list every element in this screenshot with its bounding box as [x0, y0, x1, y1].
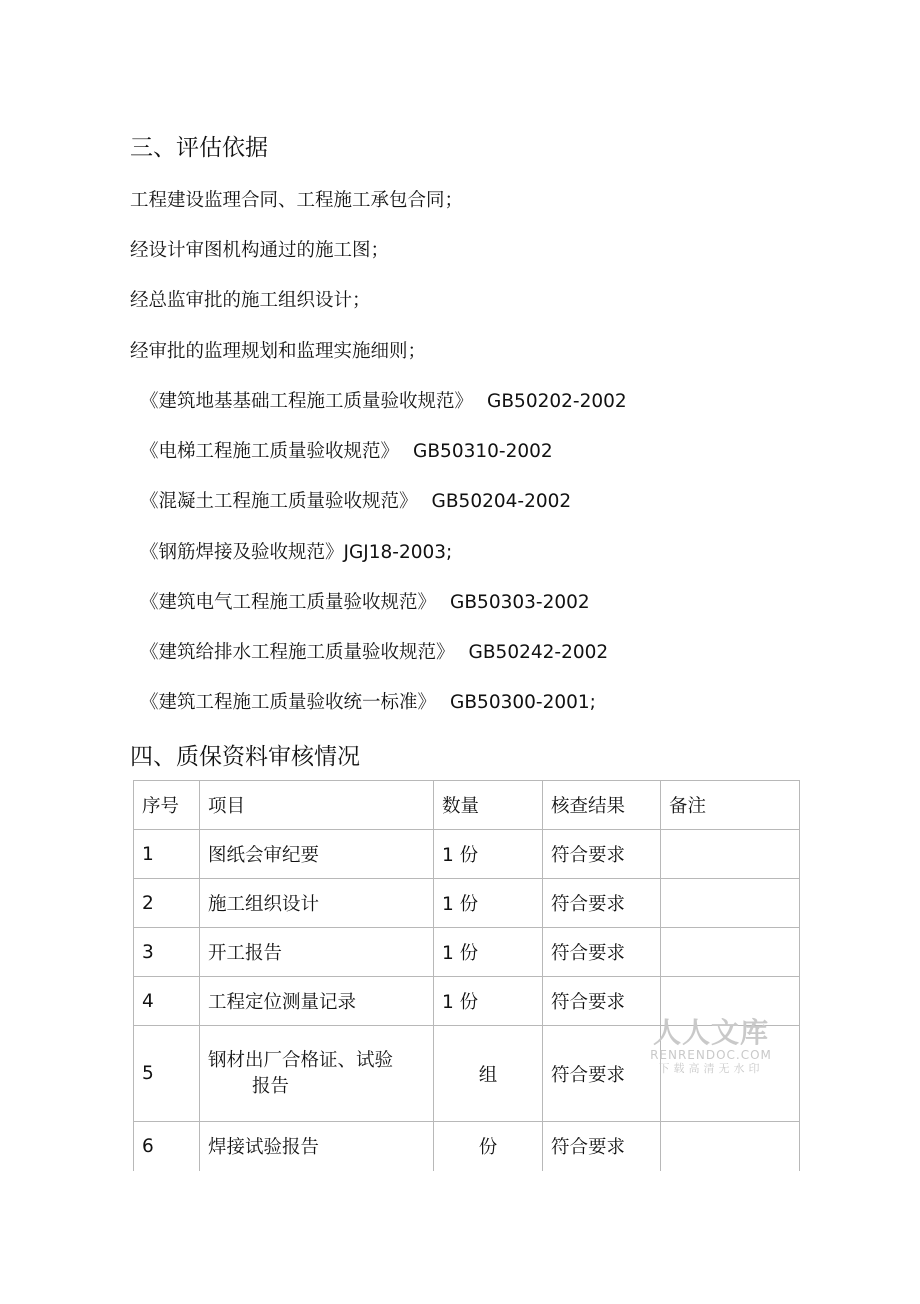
header-no: 序号	[134, 781, 200, 830]
standard-name: 《建筑工程施工质量验收统一标准》	[140, 692, 437, 713]
standard-code: GB50202-2002	[487, 391, 627, 412]
standard-name: 《钢筋焊接及验收规范》	[140, 542, 344, 563]
header-qty: 数量	[434, 781, 543, 830]
cell-result: 符合要求	[543, 879, 661, 928]
section-3-title: 三、评估依据	[130, 135, 268, 161]
standard-code: GB50303-2002	[450, 592, 590, 613]
standard-name: 《建筑给排水工程施工质量验收规范》	[140, 642, 455, 663]
cell-item: 施工组织设计	[200, 879, 434, 928]
standard-code: JGJ18-2003;	[343, 542, 453, 563]
cell-item: 工程定位测量记录	[200, 977, 434, 1026]
cell-item	[200, 1026, 434, 1122]
cell-no: 1	[134, 830, 200, 879]
standard-code: GB50300-2001;	[450, 692, 596, 713]
standard-code: GB50242-2002	[468, 642, 609, 663]
watermark-domain: RENRENDOC.COM	[650, 1048, 772, 1062]
cell-no: 5	[134, 1026, 200, 1122]
basis-item: 经审批的监理规划和监理实施细则；	[130, 341, 427, 362]
standard-item	[140, 590, 590, 616]
table-row	[134, 928, 800, 977]
standard-name: 《电梯工程施工质量验收规范》	[140, 441, 400, 462]
table-header-row	[134, 781, 800, 830]
basis-item: 经设计审图机构通过的施工图；	[130, 240, 390, 261]
cell-result: 符合要求	[543, 830, 661, 879]
watermark-note: 下载高清无水印	[658, 1062, 764, 1075]
standard-item	[140, 489, 571, 515]
standard-name: 《建筑地基基础工程施工质量验收规范》	[140, 391, 474, 412]
basis-item: 经总监审批的施工组织设计；	[130, 290, 371, 311]
watermark	[646, 1018, 776, 1076]
standard-item	[140, 540, 452, 566]
cell-item: 焊接试验报告	[200, 1122, 434, 1171]
cell-qty: 1 份	[434, 928, 543, 977]
cell-item: 图纸会审纪要	[200, 830, 434, 879]
cell-item-line: 钢材出厂合格证、试验	[208, 1049, 394, 1071]
cell-remark	[661, 879, 800, 928]
cell-qty: 组	[434, 1026, 543, 1122]
watermark-brand: 人人文库	[652, 1016, 769, 1049]
qa-review-table	[133, 780, 800, 1171]
cell-result: 符合要求	[543, 928, 661, 977]
standard-name: 《混凝土工程施工质量验收规范》	[140, 491, 418, 512]
standard-code: GB50310-2002	[413, 441, 553, 462]
cell-qty: 1 份	[434, 879, 543, 928]
standard-item	[140, 640, 608, 666]
header-item: 项目	[200, 781, 434, 830]
cell-result: 符合要求	[543, 1122, 661, 1171]
standard-name: 《建筑电气工程施工质量验收规范》	[140, 592, 437, 613]
cell-qty: 1 份	[434, 830, 543, 879]
header-result: 核查结果	[543, 781, 661, 830]
cell-no: 2	[134, 879, 200, 928]
cell-qty: 份	[434, 1122, 543, 1171]
section-4-title: 四、质保资料审核情况	[130, 744, 360, 770]
cell-result: 符合要求	[543, 977, 661, 1026]
cell-qty: 1 份	[434, 977, 543, 1026]
cell-remark	[661, 1122, 800, 1171]
standard-code: GB50204-2002	[431, 491, 572, 512]
table-row	[134, 1122, 800, 1171]
standard-item	[140, 389, 627, 415]
header-remark: 备注	[661, 781, 800, 830]
basis-item: 工程建设监理合同、工程施工承包合同；	[130, 190, 464, 211]
cell-item: 开工报告	[200, 928, 434, 977]
cell-result: 符合要求	[543, 1026, 661, 1122]
cell-no: 4	[134, 977, 200, 1026]
table-row	[134, 830, 800, 879]
cell-remark	[661, 928, 800, 977]
cell-remark	[661, 830, 800, 879]
table-row	[134, 879, 800, 928]
cell-no: 3	[134, 928, 200, 977]
standard-item	[140, 690, 596, 716]
cell-no: 6	[134, 1122, 200, 1171]
standard-item	[140, 439, 553, 465]
cell-item-line: 报告	[252, 1075, 290, 1097]
